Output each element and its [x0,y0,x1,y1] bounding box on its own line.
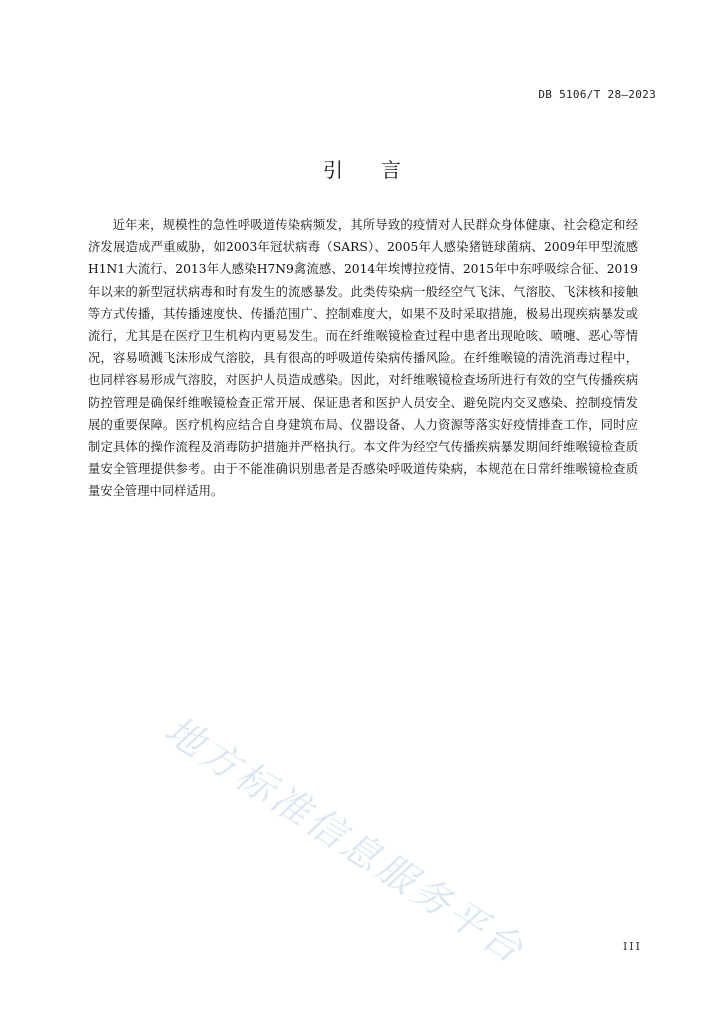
document-code: DB 5106/T 28—2023 [538,88,656,101]
page-number: III [622,940,642,953]
section-title: 引言 [323,158,439,182]
introduction-body [88,214,638,503]
introduction-paragraph: 近年来，规模性的急性呼吸道传染病频发，其所导致的疫情对人民群众身体健康、社会稳定和经济发展造成严重威胁，如2003年冠状病毒（SARS）、2005年人感染猪链球菌病、2009年甲型流感H1N1大流行、2013年人感染H7N9禽流感、2014年埃博拉疫情、2015年中东呼吸综合征、2019年以来的新型冠状病毒和时有发生的流感暴发。此类传染病一般经空气飞沫、气溶胶、飞沫核和接触等方式传播，其传播速度快、传播范围广、控制难度大，如果不及时采取措施，极易出现疾病暴发或流行，尤其是在医疗卫生机构内更易发生。而在纤维喉镜检查过程中患者出现呛咳、喷嚏、恶心等情况，容易喷溅飞沫形成气溶胶，具有很高的呼吸道传染病传播风险。在纤维喉镜的清洗消毒过程中，也同样容易形成气溶胶，对医护人员造成感染。因此，对纤维喉镜检查场所进行有效的空气传播疾病防控管理是确保纤维喉镜检查正常开展、保证患者和医护人员安全、避免院内交叉感染、控制疫情发展的重要保障。医疗机构应结合自身建筑布局、仪器设备、人力资源等落实好疫情排查工作，同时应制定具体的操作流程及消毒防护措施并严格执行。本文件为经空气传播疾病暴发期间纤维喉镜检查质量安全管理提供参考。由于不能准确识别患者是否感染呼吸道传染病，本规范在日常纤维喉镜检查质量安全管理中同样适用。 [88,218,638,499]
watermark-text: 地方标准信息服务平台 [157,707,534,974]
